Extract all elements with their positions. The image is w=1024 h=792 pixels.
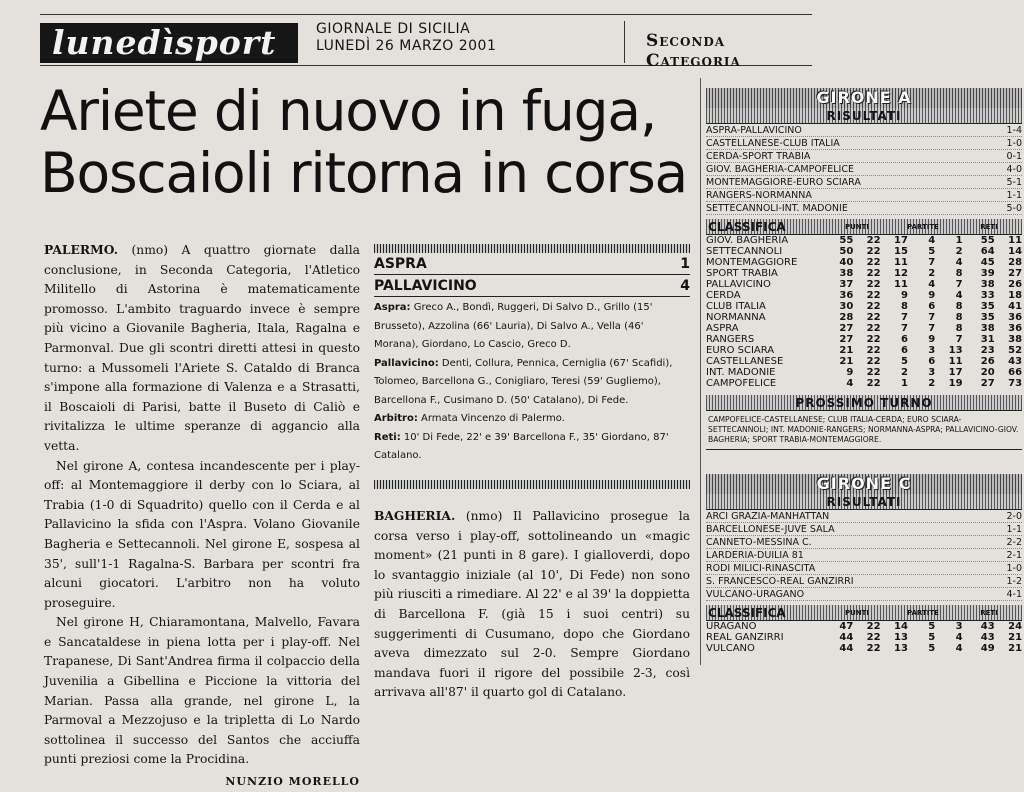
team-name: ASPRA	[706, 323, 739, 334]
stat-cell: 4	[928, 235, 936, 246]
standings-row	[706, 643, 1022, 654]
result-row	[706, 536, 1022, 549]
stat-cell: 7	[955, 279, 963, 290]
stat-cell: 35	[980, 301, 995, 312]
stat-cell: 27	[839, 323, 854, 334]
standings-row	[706, 301, 1022, 312]
headline-line-2: Boscaioli ritorna in corsa	[40, 141, 688, 205]
result-row	[706, 150, 1022, 163]
away-score: 4	[680, 278, 690, 294]
standings-row	[706, 246, 1022, 257]
standings-row	[706, 334, 1022, 345]
result-row	[706, 523, 1022, 536]
stat-cell: 22	[866, 312, 881, 323]
standings-header: CLASSIFICA PUNTI PARTITE RETI	[706, 219, 1022, 235]
stat-cell: 4	[928, 279, 936, 290]
stat-cell: 22	[866, 621, 881, 632]
team-name: URAGANO	[706, 621, 757, 632]
result-score: 5-1	[1006, 177, 1022, 188]
stat-cell: 7	[900, 323, 908, 334]
stat-cell: 38	[1008, 334, 1023, 345]
stat-cell: 11	[893, 279, 908, 290]
hatch-divider	[374, 244, 690, 253]
stat-cell: 6	[900, 345, 908, 356]
team-name: PALLAVICINO	[706, 279, 771, 290]
stat-cell: 7	[928, 312, 936, 323]
goals: Reti: 10' Di Fede, 22' e 39' Barcellona F., 35' Giordano, 87' Catalano.	[374, 431, 669, 461]
stat-cell: 39	[980, 268, 995, 279]
result-match: SETTECANNOLI-INT. MADONIE	[706, 203, 848, 214]
stat-cell: 19	[948, 378, 963, 389]
standings-row	[706, 312, 1022, 323]
girone-a-panel	[706, 88, 1022, 450]
result-score: 1-1	[1006, 524, 1022, 535]
stat-cell: 31	[980, 334, 995, 345]
stat-cell: 12	[893, 268, 908, 279]
stat-cell: 36	[1008, 323, 1023, 334]
stat-cell: 22	[866, 378, 881, 389]
home-lineup: Aspra: Greco A., Bondì, Ruggeri, Di Salvo D., Grillo (15' Brusseto), Azzolina (66' Lauria), Di Salvo A., Vella (46' Morana), Giordano, Lo Cascio, Greco D.	[374, 302, 653, 350]
result-match: LARDERIA-DUILIA 81	[706, 550, 804, 561]
stat-cell: 8	[955, 301, 963, 312]
stat-cell: 47	[839, 621, 854, 632]
result-match: CANNETO-MESSINA C.	[706, 537, 812, 548]
stat-cell: 9	[900, 290, 908, 301]
stat-cell: 3	[928, 367, 936, 378]
stat-cell: 4	[955, 290, 963, 301]
stat-cell: 44	[839, 632, 854, 643]
result-row	[706, 163, 1022, 176]
stat-cell: 22	[866, 301, 881, 312]
masthead-divider	[624, 21, 625, 63]
result-score: 2-1	[1006, 550, 1022, 561]
result-row	[706, 549, 1022, 562]
stat-cell: 22	[866, 279, 881, 290]
stat-cell: 20	[980, 367, 995, 378]
home-team: ASPRA	[374, 256, 427, 272]
result-row	[706, 189, 1022, 202]
stat-cell: 22	[866, 643, 881, 654]
article-paragraph: Nel girone A, contesa incandescente per i play-off: al Montemaggiore il derby con lo Sciara, al Trabia (1-0 di Squadrito) quello con il Cerda e al Pallavicino la sfida con l'Aspra. Volano Giovanile Bagheria e Settecannoli. Nel girone E, sospesa al 35', sull'1-1 Ragalna-S. Barbara per scontri fra alcuni giocatori. L'arbitro non ha voluto proseguire.	[44, 458, 360, 610]
stat-cell: 13	[948, 345, 963, 356]
results-list	[706, 510, 1022, 601]
section-category: Seconda Categoria	[646, 31, 741, 71]
stat-cell: 38	[839, 268, 854, 279]
result-score: 0-1	[1006, 151, 1022, 162]
team-name: EURO SCIARA	[706, 345, 775, 356]
result-row	[706, 202, 1022, 215]
next-round-fixtures: CAMPOFELICE-CASTELLANESE; CLUB ITALIA-CERDA; EURO SCIARA-SETTECANNOLI; INT. MADONIE-RANGERS; NORMANNA-ASPRA; PALLAVICINO-GIOV. BAGHERIA; SPORT TRABIA-MONTEMAGGIORE.	[706, 411, 1022, 450]
stat-cell: 8	[955, 312, 963, 323]
lineups	[374, 299, 690, 466]
stat-cell: 4	[846, 378, 854, 389]
team-name: GIOV. BAGHERIA	[706, 235, 789, 246]
result-score: 1-0	[1006, 563, 1022, 574]
referee: Arbitro: Armata Vincenzo di Palermo.	[374, 413, 565, 424]
stat-cell: 11	[1008, 235, 1023, 246]
stat-cell: 27	[1008, 268, 1023, 279]
stat-cell: 50	[839, 246, 854, 257]
team-name: CLUB ITALIA	[706, 301, 766, 312]
stat-cell: 2	[928, 268, 936, 279]
stat-cell: 22	[866, 334, 881, 345]
result-match: BARCELLONESE-JUVE SALA	[706, 524, 835, 535]
stat-cell: 5	[900, 356, 908, 367]
stat-cell: 28	[1008, 257, 1023, 268]
stat-cell: 22	[866, 257, 881, 268]
stat-cell: 2	[928, 378, 936, 389]
stat-cell: 6	[900, 334, 908, 345]
standings-row	[706, 290, 1022, 301]
standings-row	[706, 621, 1022, 632]
away-team-row	[374, 275, 690, 297]
stat-cell: 43	[1008, 356, 1023, 367]
standings-row	[706, 257, 1022, 268]
stat-cell: 38	[980, 279, 995, 290]
stat-cell: 8	[900, 301, 908, 312]
stat-cell: 22	[866, 632, 881, 643]
standings-row	[706, 345, 1022, 356]
team-name: RANGERS	[706, 334, 755, 345]
publication-date: LUNEDÌ 26 MARZO 2001	[316, 38, 497, 54]
section-logo: lunedìsport	[40, 23, 298, 63]
stat-cell: 7	[900, 312, 908, 323]
stat-cell: 17	[893, 235, 908, 246]
result-row	[706, 176, 1022, 189]
stat-cell: 1	[955, 235, 963, 246]
stat-cell: 23	[980, 345, 995, 356]
headline-line-1: Ariete di nuovo in fuga,	[40, 79, 657, 143]
stat-cell: 21	[1008, 632, 1023, 643]
stat-cell: 27	[980, 378, 995, 389]
stat-cell: 4	[955, 257, 963, 268]
result-score: 1-4	[1006, 125, 1022, 136]
result-match: GIOV. BAGHERIA-CAMPOFELICE	[706, 164, 854, 175]
stat-cell: 24	[1008, 621, 1023, 632]
result-match: CERDA-SPORT TRABIA	[706, 151, 811, 162]
match-report: BAGHERIA. (nmo) Il Pallavicino prosegue la corsa verso i play-off, sottolineando un «magic moment» (21 punti in 8 gare). I gialloverdi, dopo lo svantaggio iniziale (al 10', Di Fede) non sono più riusciti a rimediare. Al 22' e al 39' la doppietta di Barcellona F. (già 15 i suoi centri) su suggerimenti di Cusumano, dopo che Giordano aveva dimezzato sul 2-0. Sempre Giordano mandava fuori il rigore del possibile 2-3, così arrivava all'87' il quarto gol di Catalano.	[374, 508, 690, 700]
result-match: RANGERS-NORMANNA	[706, 190, 812, 201]
stat-cell: 17	[948, 367, 963, 378]
next-round	[706, 395, 1022, 450]
stat-cell: 5	[928, 632, 936, 643]
stat-cell: 4	[955, 643, 963, 654]
stat-cell: 41	[1008, 301, 1023, 312]
stat-cell: 22	[866, 290, 881, 301]
standings-header: CLASSIFICA PUNTI PARTITE RETI	[706, 605, 1022, 621]
home-team-row	[374, 253, 690, 275]
stat-cell: 14	[1008, 246, 1023, 257]
result-score: 2-2	[1006, 537, 1022, 548]
stat-cell: 5	[928, 621, 936, 632]
stat-cell: 45	[980, 257, 995, 268]
hatch-divider	[374, 480, 690, 489]
result-match: CASTELLANESE-CLUB ITALIA	[706, 138, 840, 149]
team-name: MONTEMAGGIORE	[706, 257, 798, 268]
standings-table	[706, 235, 1022, 389]
team-name: VULCANO	[706, 643, 755, 654]
result-score: 4-1	[1006, 589, 1022, 600]
result-row	[706, 510, 1022, 523]
result-score: 1-0	[1006, 138, 1022, 149]
stat-cell: 43	[980, 632, 995, 643]
stat-cell: 11	[948, 356, 963, 367]
standings-row	[706, 268, 1022, 279]
stat-cell: 40	[839, 257, 854, 268]
stat-cell: 7	[955, 334, 963, 345]
stat-cell: 11	[893, 257, 908, 268]
stat-cell: 27	[839, 334, 854, 345]
team-name: CAMPOFELICE	[706, 378, 777, 389]
result-score: 4-0	[1006, 164, 1022, 175]
stat-cell: 43	[980, 621, 995, 632]
team-name: SPORT TRABIA	[706, 268, 778, 279]
stat-cell: 21	[1008, 643, 1023, 654]
article-column	[44, 240, 360, 792]
result-match: MONTEMAGGIORE-EURO SCIARA	[706, 177, 861, 188]
home-score: 1	[680, 256, 690, 272]
stat-cell: 5	[928, 643, 936, 654]
byline: NUNZIO MORELLO	[225, 775, 360, 789]
standings-row	[706, 356, 1022, 367]
stat-cell: 7	[928, 257, 936, 268]
stat-cell: 22	[866, 356, 881, 367]
match-box	[374, 244, 690, 489]
stat-cell: 37	[839, 279, 854, 290]
girone-c-panel	[706, 474, 1022, 654]
team-name: REAL GANZIRRI	[706, 632, 784, 643]
stat-cell: 52	[1008, 345, 1023, 356]
result-row	[706, 124, 1022, 137]
stat-cell: 28	[839, 312, 854, 323]
article-paragraph: Nel girone H, Chiaramontana, Malvello, Favara e Sancataldese in piena lotta per i play-off. Nel Trapanese, Di Sant'Andrea firma il colpaccio della Juvenilia a Gibellina e Piccione la vittoria del Marian. Passa alla grande, nel girone L, la Parmoval a Mezzojuso e la tripletta di Lo Nardo sottolinea il successo del Santos che acciuffa punti preziosi come la Procidina.	[44, 615, 360, 767]
team-name: CERDA	[706, 290, 741, 301]
result-row	[706, 588, 1022, 601]
publication-name: GIORNALE DI SICILIA	[316, 21, 471, 37]
standings-row	[706, 378, 1022, 389]
standings-row	[706, 632, 1022, 643]
result-score: 2-0	[1006, 511, 1022, 522]
next-round-title: PROSSIMO TURNO	[706, 395, 1022, 411]
stat-cell: 7	[928, 323, 936, 334]
stat-cell: 36	[839, 290, 854, 301]
stat-cell: 22	[866, 367, 881, 378]
dateline: PALERMO.	[44, 242, 119, 257]
stat-cell: 6	[928, 356, 936, 367]
stat-cell: 26	[1008, 279, 1023, 290]
stat-cell: 64	[980, 246, 995, 257]
result-row	[706, 137, 1022, 150]
standings-table	[706, 621, 1022, 654]
stat-cell: 18	[1008, 290, 1023, 301]
team-name: SETTECANNOLI	[706, 246, 783, 257]
result-match: S. FRANCESCO-REAL GANZIRRI	[706, 576, 854, 587]
stat-cell: 33	[980, 290, 995, 301]
standings-row	[706, 323, 1022, 334]
stat-cell: 9	[846, 367, 854, 378]
dateline: BAGHERIA.	[374, 508, 456, 523]
stat-cell: 55	[839, 235, 854, 246]
stat-cell: 3	[955, 621, 963, 632]
stat-cell: 21	[839, 356, 854, 367]
stat-cell: 6	[928, 301, 936, 312]
stat-cell: 2	[955, 246, 963, 257]
stat-cell: 73	[1008, 378, 1023, 389]
stat-cell: 8	[955, 323, 963, 334]
standings-row	[706, 279, 1022, 290]
result-row	[706, 575, 1022, 588]
result-match: ASPRA-PALLAVICINO	[706, 125, 802, 136]
result-match: VULCANO-URAGANO	[706, 589, 805, 600]
team-name: INT. MADONIE	[706, 367, 776, 378]
masthead	[40, 14, 812, 71]
result-score: 5-0	[1006, 203, 1022, 214]
stat-cell: 13	[893, 632, 908, 643]
stat-cell: 9	[928, 334, 936, 345]
stat-cell: 9	[928, 290, 936, 301]
column-rule	[700, 78, 701, 665]
stat-cell: 13	[893, 643, 908, 654]
stat-cell: 2	[900, 367, 908, 378]
result-score: 1-1	[1006, 190, 1022, 201]
article-paragraph: PALERMO. (nmo) A quattro giornate dalla conclusione, in Seconda Categoria, l'Atletico Militello di Astorina è matematicamente promosso. L'ambito traguardo invece è sempre più vicino a Giovanile Bagheria, Itala, Ragalna e Parmonval. Due gli scontri diretti attesi in questo turno: a Mussomeli l'Ariete S. Cataldo di Branca s'impone alla formazione di Valenza e a Strasatti, il Boscaioli di Parisi, batte il Buseto di Caliò e rivitalizza le ultime speranze di aggancio alla vetta.	[44, 242, 360, 453]
standings-row	[706, 235, 1022, 246]
stat-cell: 22	[866, 246, 881, 257]
stat-cell: 26	[980, 356, 995, 367]
stat-cell: 44	[839, 643, 854, 654]
stat-cell: 22	[866, 345, 881, 356]
stat-cell: 36	[1008, 312, 1023, 323]
stat-cell: 49	[980, 643, 995, 654]
stat-cell: 3	[928, 345, 936, 356]
results-title: RISULTATI	[706, 494, 1022, 510]
stat-cell: 1	[900, 378, 908, 389]
stat-cell: 22	[866, 268, 881, 279]
standings-row	[706, 367, 1022, 378]
away-team: PALLAVICINO	[374, 278, 477, 294]
stat-cell: 4	[955, 632, 963, 643]
stat-cell: 5	[928, 246, 936, 257]
result-row	[706, 562, 1022, 575]
stat-cell: 22	[866, 323, 881, 334]
girone-a-title: GIRONE A	[706, 88, 1022, 108]
team-name: CASTELLANESE	[706, 356, 784, 367]
girone-c-title: GIRONE C	[706, 474, 1022, 494]
stat-cell: 30	[839, 301, 854, 312]
result-score: 1-2	[1006, 576, 1022, 587]
stat-cell: 14	[893, 621, 908, 632]
stat-cell: 15	[893, 246, 908, 257]
stat-cell: 55	[980, 235, 995, 246]
team-name: NORMANNA	[706, 312, 766, 323]
result-match: RODI MILICI-RINASCITA	[706, 563, 816, 574]
result-match: ARCI GRAZIA-MANHATTAN	[706, 511, 830, 522]
results-title: RISULTATI	[706, 108, 1022, 124]
stat-cell: 66	[1008, 367, 1023, 378]
results-list	[706, 124, 1022, 215]
headline	[40, 80, 700, 204]
stat-cell: 21	[839, 345, 854, 356]
stat-cell: 8	[955, 268, 963, 279]
publication-info	[316, 21, 496, 55]
stat-cell: 35	[980, 312, 995, 323]
stat-cell: 22	[866, 235, 881, 246]
stat-cell: 38	[980, 323, 995, 334]
away-lineup: Pallavicino: Denti, Collura, Pennica, Cerniglia (67' Scafidi), Tolomeo, Barcellona G., Conigliaro, Teresi (59' Gugliemo), Barcellona F., Cusimano D. (50' Catalano), Di Fede.	[374, 357, 673, 406]
